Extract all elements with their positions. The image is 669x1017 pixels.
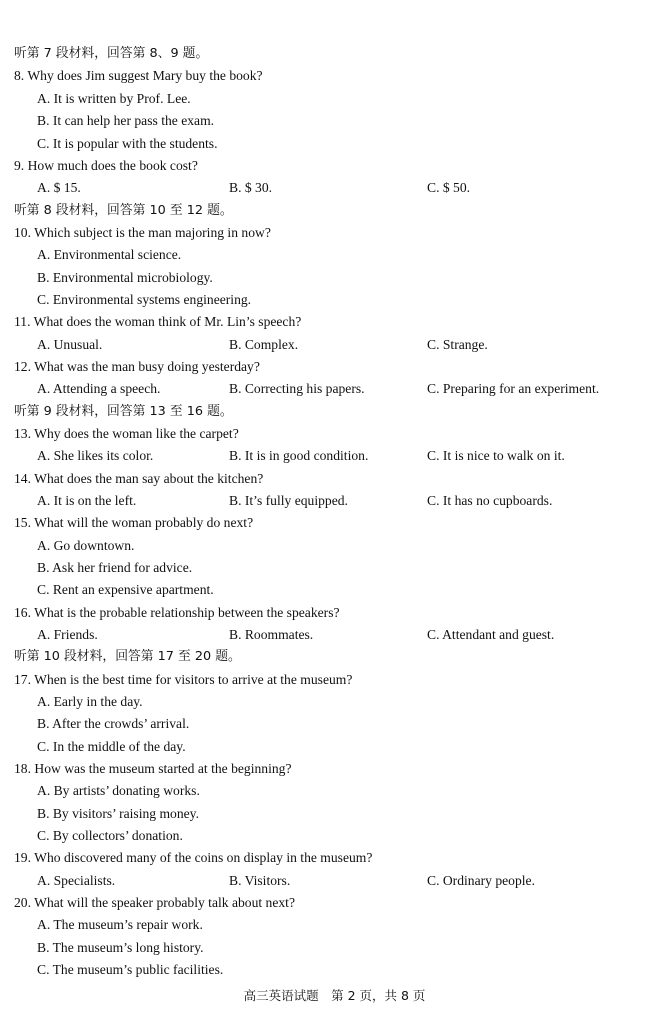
- q8-option-b: B. It can help her pass the exam.: [37, 113, 215, 128]
- q13-option-c: C. It is nice to walk on it.: [427, 448, 565, 463]
- q8-option-a: A. It is written by Prof. Lee.: [37, 91, 191, 106]
- question-13: 13. Why does the woman like the carpet?: [14, 426, 239, 441]
- section-heading-7: 听第 7 段材料，回答第 8、9 题。: [14, 46, 209, 61]
- q18-option-a: A. By artists’ donating works.: [37, 783, 200, 798]
- question-14: 14. What does the man say about the kitchen?: [14, 471, 264, 486]
- question-12: 12. What was the man busy doing yesterday?: [14, 359, 260, 374]
- q12-option-c: C. Preparing for an experiment.: [427, 381, 600, 396]
- question-16: 16. What is the probable relationship between the speakers?: [14, 605, 340, 620]
- q20-option-c: C. The museum’s public facilities.: [37, 962, 224, 977]
- section-heading-8: 听第 8 段材料，回答第 10 至 12 题。: [14, 203, 233, 218]
- q19-option-c: C. Ordinary people.: [427, 873, 535, 888]
- q18-option-c: C. By collectors’ donation.: [37, 828, 183, 843]
- q15-option-c: C. Rent an expensive apartment.: [37, 582, 214, 597]
- question-20: 20. What will the speaker probably talk about next?: [14, 895, 295, 910]
- q11-option-b: B. Complex.: [229, 337, 299, 352]
- q10-option-c: C. Environmental systems engineering.: [37, 292, 252, 307]
- q13-option-a: A. She likes its color.: [37, 448, 154, 463]
- question-19: 19. Who discovered many of the coins on display in the museum?: [14, 850, 373, 865]
- q14-option-c: C. It has no cupboards.: [427, 493, 553, 508]
- q10-option-b: B. Environmental microbiology.: [37, 270, 213, 285]
- q15-option-b: B. Ask her friend for advice.: [37, 560, 193, 575]
- q17-option-b: B. After the crowds’ arrival.: [37, 716, 190, 731]
- question-8: 8. Why does Jim suggest Mary buy the book?: [14, 68, 263, 83]
- question-15: 15. What will the woman probably do next?: [14, 515, 254, 530]
- q9-option-c: C. $ 50.: [427, 180, 471, 195]
- q16-option-b: B. Roommates.: [229, 627, 314, 642]
- question-18: 18. How was the museum started at the beginning?: [14, 761, 292, 776]
- q9-option-b: B. $ 30.: [229, 180, 273, 195]
- q13-option-b: B. It is in good condition.: [229, 448, 369, 463]
- q20-option-b: B. The museum’s long history.: [37, 940, 204, 955]
- q11-option-a: A. Unusual.: [37, 337, 103, 352]
- q14-option-a: A. It is on the left.: [37, 493, 137, 508]
- q9-option-a: A. $ 15.: [37, 180, 81, 195]
- q19-option-b: B. Visitors.: [229, 873, 291, 888]
- q16-option-c: C. Attendant and guest.: [427, 627, 555, 642]
- q17-option-c: C. In the middle of the day.: [37, 739, 186, 754]
- q20-option-a: A. The museum’s repair work.: [37, 917, 203, 932]
- q16-option-a: A. Friends.: [37, 627, 98, 642]
- section-heading-9: 听第 9 段材料，回答第 13 至 16 题。: [14, 404, 233, 419]
- question-17: 17. When is the best time for visitors to arrive at the museum?: [14, 672, 353, 687]
- q17-option-a: A. Early in the day.: [37, 694, 143, 709]
- question-9: 9. How much does the book cost?: [14, 158, 198, 173]
- q10-option-a: A. Environmental science.: [37, 247, 182, 262]
- question-11: 11. What does the woman think of Mr. Lin’s speech?: [14, 314, 302, 329]
- question-10: 10. Which subject is the man majoring in now?: [14, 225, 271, 240]
- q19-option-a: A. Specialists.: [37, 873, 116, 888]
- q14-option-b: B. It’s fully equipped.: [229, 493, 348, 508]
- q12-option-b: B. Correcting his papers.: [229, 381, 365, 396]
- q15-option-a: A. Go downtown.: [37, 538, 135, 553]
- q8-option-c: C. It is popular with the students.: [37, 136, 218, 151]
- q11-option-c: C. Strange.: [427, 337, 488, 352]
- q18-option-b: B. By visitors’ raising money.: [37, 806, 199, 821]
- section-heading-10: 听第 10 段材料，回答第 17 至 20 题。: [14, 649, 241, 664]
- page-footer: 高三英语试题 第 2 页，共 8 页: [243, 988, 426, 1003]
- q12-option-a: A. Attending a speech.: [37, 381, 161, 396]
